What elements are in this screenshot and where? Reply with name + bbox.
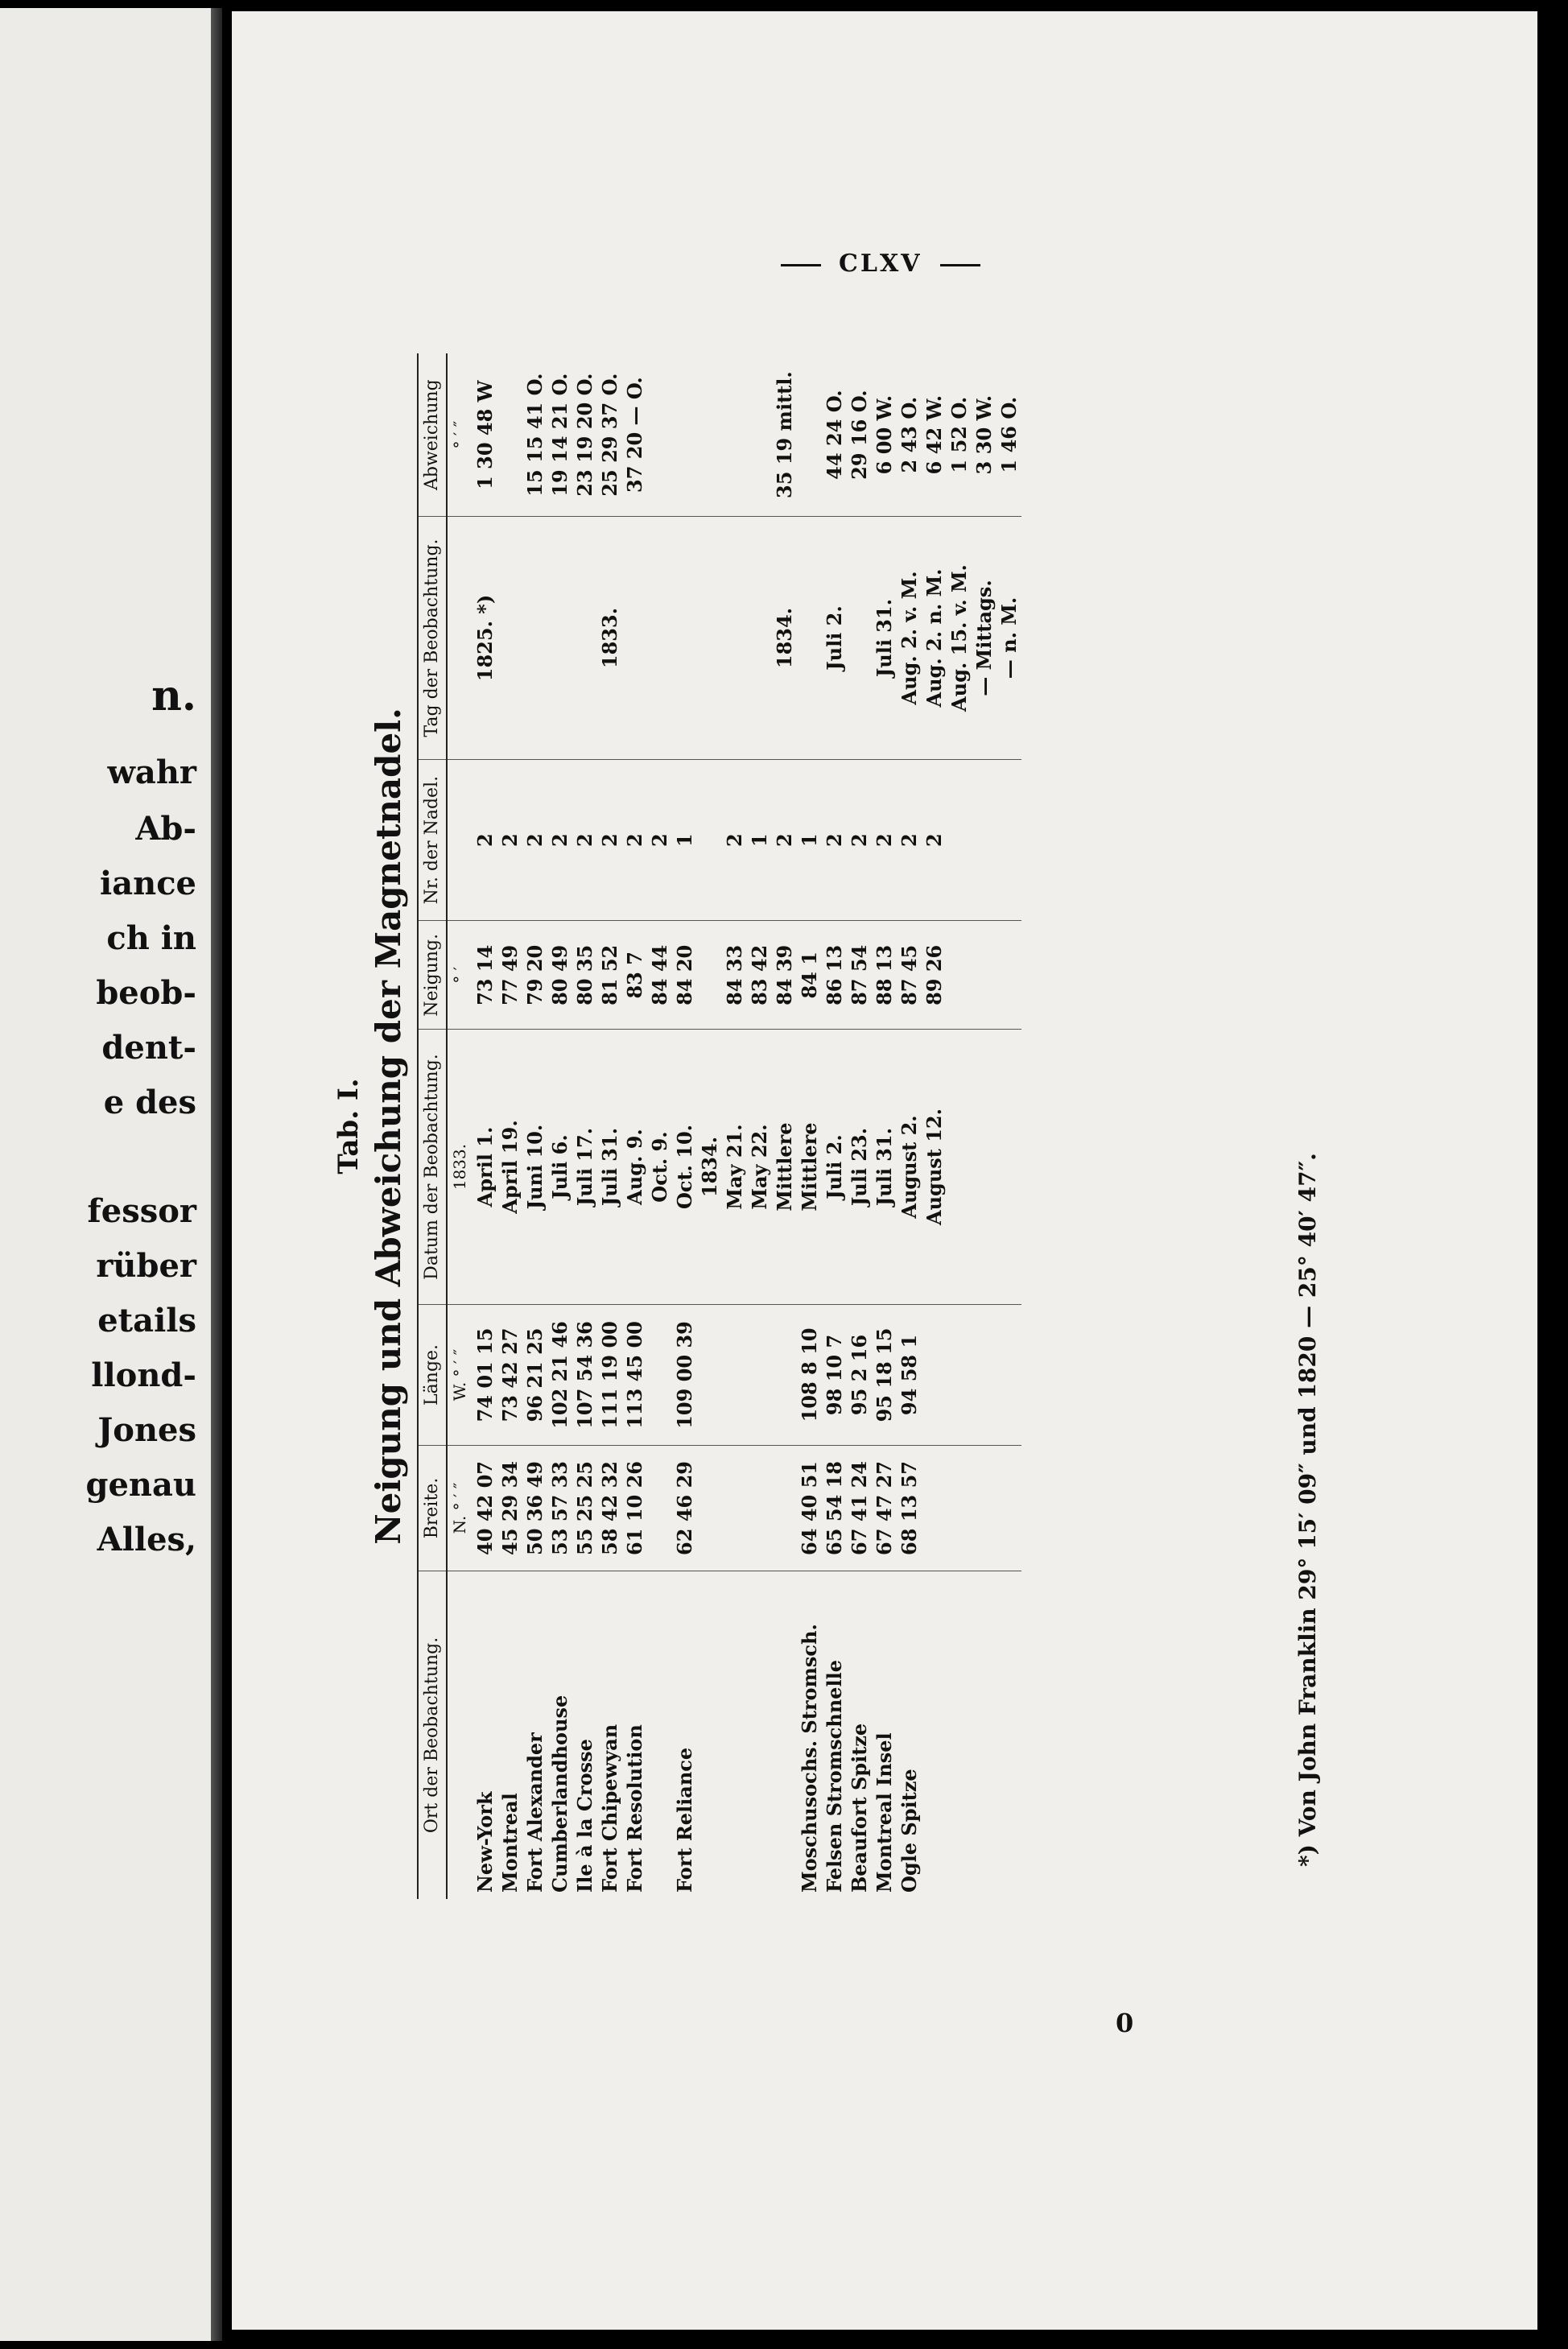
table-cell: Montreal [498, 1793, 522, 1893]
table-cell: 102 21 46 [547, 1304, 572, 1445]
table-cell: 2 [922, 759, 947, 921]
table-cell: 1 [797, 759, 822, 921]
table-cell: 2 [872, 759, 897, 921]
table-cell [997, 921, 1021, 1030]
table-cell: 1 46 O. [997, 353, 1021, 517]
table-cell [772, 1446, 797, 1571]
table-cell: 1825. *) [472, 517, 497, 760]
table-cell: Aug. 2. v. M. [897, 517, 922, 760]
table-cell: 2 [622, 759, 647, 921]
column-header: Abweichung [418, 353, 447, 517]
table-cell [947, 921, 972, 1030]
table-cell: 2 [522, 759, 547, 921]
table-cell [747, 1304, 772, 1445]
table-cell: 2 [897, 759, 922, 921]
table-cell [972, 759, 997, 921]
table-cell: 61 10 26 [622, 1446, 647, 1571]
table-cell: April 1. [472, 1030, 497, 1305]
table-cell [697, 1304, 722, 1445]
table-cell: Juli 31. [597, 1030, 622, 1305]
column-header: Datum der Beobachtung. [418, 1030, 447, 1305]
table-cell [922, 1571, 947, 1899]
table-row [622, 353, 647, 1899]
table-cell [697, 1446, 722, 1571]
table-cell [547, 517, 572, 760]
table-cell: Fort Resolution [623, 1724, 646, 1893]
left-page-text-fragment: Ab- [135, 810, 196, 848]
table-row [822, 353, 847, 1899]
table-cell: Moschusochs. Stromsch. [798, 1624, 821, 1893]
table-cell [972, 1304, 997, 1445]
table-cell: 45 29 34 [497, 1446, 522, 1571]
table-cell: 23 19 20 O. [572, 353, 597, 517]
page-gutter-shadow [211, 8, 222, 2341]
table-row [847, 353, 872, 1899]
table-cell: August 12. [922, 1030, 947, 1305]
table-cell: 83 42 [747, 921, 772, 1030]
table-cell: 95 18 15 [872, 1304, 897, 1445]
table-cell [747, 1446, 772, 1571]
table-cell [697, 759, 722, 921]
page-number: CLXV [763, 250, 998, 278]
left-page-text-fragment: Jones [97, 1411, 196, 1449]
table-cell [672, 353, 697, 517]
table-cell [972, 1030, 997, 1305]
table-cell: Juli 2. [822, 1030, 847, 1305]
rotated-table-block [324, 353, 1355, 1899]
table-cell: 53 57 33 [547, 1446, 572, 1571]
table-row [672, 353, 697, 1899]
table-row [547, 353, 572, 1899]
table-cell: 25 29 37 O. [597, 353, 622, 517]
table-cell: Fort Chipewyan [598, 1724, 621, 1893]
table-cell [947, 759, 972, 921]
left-page-text-fragment: beob- [96, 974, 196, 1012]
table-cell: New-York [473, 1791, 497, 1893]
table-cell [572, 517, 597, 760]
table-cell: May 22. [747, 1030, 772, 1305]
table-cell [972, 921, 997, 1030]
left-page-text-fragment: rüber [96, 1247, 196, 1285]
table-cell [497, 353, 522, 517]
table-cell: 111 19 00 [597, 1304, 622, 1445]
table-cell: Aug. 9. [622, 1030, 647, 1305]
left-page-text-fragment: genau [85, 1466, 196, 1504]
table-cell: Beaufort Spitze [848, 1723, 871, 1893]
footer-mark: 0 [1116, 2008, 1134, 2038]
table-cell: 73 14 [472, 921, 497, 1030]
table-header-row [418, 353, 447, 1899]
table-cell [922, 1446, 947, 1571]
table-cell: Juli 17. [572, 1030, 597, 1305]
table-cell [697, 921, 722, 1030]
table-cell: 109 00 39 [672, 1304, 697, 1445]
table-cell: 95 2 16 [847, 1304, 872, 1445]
table-unit-row [447, 353, 472, 1899]
table-cell: 1 [747, 759, 772, 921]
column-unit: N. ° ′ ″ [447, 1446, 472, 1571]
table-cell: 80 49 [547, 921, 572, 1030]
table-cell: 67 47 27 [872, 1446, 897, 1571]
table-cell: 29 16 O. [847, 353, 872, 517]
left-page-text-fragment: Alles, [97, 1521, 196, 1558]
table-cell: Mittlere [797, 1030, 822, 1305]
table-cell: 84 33 [722, 921, 747, 1030]
table-cell: 67 41 24 [847, 1446, 872, 1571]
table-cell [997, 1030, 1021, 1305]
table-cell [747, 353, 772, 517]
table-title: Tab. I. [332, 1078, 365, 1174]
table-cell: Felsen Stromschnelle [823, 1660, 846, 1893]
table-cell: 2 43 O. [897, 353, 922, 517]
table-cell: 40 42 07 [472, 1446, 497, 1571]
table-cell: Juli 31. [872, 1030, 897, 1305]
table-cell: 68 13 57 [897, 1446, 922, 1571]
table-cell [997, 1304, 1021, 1445]
table-row [647, 353, 672, 1899]
table-cell: 87 45 [897, 921, 922, 1030]
table-cell: 2 [772, 759, 797, 921]
table-cell [772, 1304, 797, 1445]
column-unit: 1833. [447, 1030, 472, 1305]
table-cell: 77 49 [497, 921, 522, 1030]
table-row [522, 353, 547, 1899]
column-header: Ort der Beobachtung. [418, 1571, 447, 1899]
table-cell: 2 [822, 759, 847, 921]
table-cell: Juli 6. [547, 1030, 572, 1305]
table-cell: Fort Reliance [673, 1747, 696, 1893]
table-cell: 44 24 O. [822, 353, 847, 517]
table-cell: 73 42 27 [497, 1304, 522, 1445]
table-cell: 1834. [772, 517, 797, 760]
table-cell: — n. M. [997, 517, 1021, 760]
table-cell [622, 517, 647, 760]
table-cell: 2 [597, 759, 622, 921]
table-cell [972, 1571, 997, 1899]
table-cell [947, 1030, 972, 1305]
table-cell [947, 1571, 972, 1899]
table-cell: 1834. [697, 1030, 722, 1305]
column-header: Länge. [418, 1304, 447, 1445]
column-unit [447, 517, 472, 760]
table-cell [922, 1304, 947, 1445]
table-subtitle: Neigung und Abweichung der Magnetnadel. [369, 708, 408, 1545]
table-cell [797, 353, 822, 517]
column-unit [447, 759, 472, 921]
left-page-text-fragment: wahr [107, 753, 196, 791]
table-cell: Cumberlandhouse [548, 1695, 571, 1893]
table-cell: 98 10 7 [822, 1304, 847, 1445]
table-cell: 65 54 18 [822, 1446, 847, 1571]
table-cell: Juli 2. [822, 517, 847, 760]
table-row [472, 353, 497, 1899]
table-cell: Oct. 9. [647, 1030, 672, 1305]
table-cell [772, 1571, 797, 1899]
table-cell: Juli 31. [872, 517, 897, 760]
table-cell: 74 01 15 [472, 1304, 497, 1445]
table-cell [697, 353, 722, 517]
table-body [472, 353, 1021, 1899]
left-page-text-fragment: e des [103, 1084, 196, 1121]
table-cell [722, 1304, 747, 1445]
column-header: Tag der Beobachtung. [418, 517, 447, 760]
table-cell [997, 759, 1021, 921]
table-cell: Mittlere [772, 1030, 797, 1305]
table-cell: 37 20 — O. [622, 353, 647, 517]
left-page-text-fragment: n. [151, 671, 196, 720]
table-cell: 96 21 25 [522, 1304, 547, 1445]
table-cell: 113 45 00 [622, 1304, 647, 1445]
table-cell: 55 25 25 [572, 1446, 597, 1571]
table-row [972, 353, 997, 1899]
column-header: Breite. [418, 1446, 447, 1571]
table-cell: 6 42 W. [922, 353, 947, 517]
table-cell: 83 7 [622, 921, 647, 1030]
table-cell: 19 14 21 O. [547, 353, 572, 517]
table-row [497, 353, 522, 1899]
table-cell: Juli 23. [847, 1030, 872, 1305]
book-gutter [222, 0, 232, 2349]
table-cell: April 19. [497, 1030, 522, 1305]
table-cell: 3 30 W. [972, 353, 997, 517]
table-cell [722, 1571, 747, 1899]
table-cell [522, 517, 547, 760]
left-page-text-fragment: dent- [101, 1029, 196, 1067]
table-cell: 2 [497, 759, 522, 921]
right-page [232, 11, 1537, 2330]
table-cell [647, 1304, 672, 1445]
table-cell: May 21. [722, 1030, 747, 1305]
table-cell [722, 1446, 747, 1571]
table-cell: 87 54 [847, 921, 872, 1030]
table-cell: 89 26 [922, 921, 947, 1030]
table-cell [722, 353, 747, 517]
table-cell: Juni 10. [522, 1030, 547, 1305]
left-page-text-fragment: etails [97, 1302, 196, 1340]
table-row [897, 353, 922, 1899]
table-cell: August 2. [897, 1030, 922, 1305]
table-cell: 81 52 [597, 921, 622, 1030]
column-unit [447, 1571, 472, 1899]
table-cell: 58 42 32 [597, 1446, 622, 1571]
table-cell: 84 20 [672, 921, 697, 1030]
table-cell: 6 00 W. [872, 353, 897, 517]
table-cell [647, 1571, 672, 1899]
table-cell: 84 1 [797, 921, 822, 1030]
table-row [947, 353, 972, 1899]
magnet-needle-table [417, 353, 1021, 1899]
table-cell: Aug. 15. v. M. [947, 517, 972, 760]
table-cell [697, 517, 722, 760]
footnote: *) Von John Franklin 29° 15′ 09″ und 1820 — 25° 40′ 47″. [1294, 1153, 1321, 1867]
table-cell: 1 [672, 759, 697, 921]
table-cell: 88 13 [872, 921, 897, 1030]
column-header: Nr. der Nadel. [418, 759, 447, 921]
column-unit: ° ′ ″ [447, 353, 472, 517]
table-cell: 1833. [597, 517, 622, 760]
table-cell: 2 [722, 759, 747, 921]
table-cell: 1 52 O. [947, 353, 972, 517]
table-cell: 79 20 [522, 921, 547, 1030]
table-cell [647, 517, 672, 760]
table-cell [672, 517, 697, 760]
table-cell: 2 [472, 759, 497, 921]
table-cell: 84 44 [647, 921, 672, 1030]
table-cell: Montreal Insel [873, 1732, 896, 1893]
table-cell: 64 40 51 [797, 1446, 822, 1571]
table-cell: 2 [847, 759, 872, 921]
table-row [922, 353, 947, 1899]
column-unit: W. ° ′ ″ [447, 1304, 472, 1445]
table-cell [947, 1446, 972, 1571]
table-row [697, 353, 722, 1899]
table-cell: Fort Alexander [523, 1732, 547, 1893]
table-row [772, 353, 797, 1899]
table-cell [947, 1304, 972, 1445]
table-cell: 2 [572, 759, 597, 921]
table-cell [997, 1446, 1021, 1571]
table-cell: Ile à la Crosse [573, 1739, 596, 1893]
column-unit: ° ′ [447, 921, 472, 1030]
table-cell [797, 517, 822, 760]
table-cell [647, 353, 672, 517]
table-cell [997, 1571, 1021, 1899]
table-row [797, 353, 822, 1899]
table-cell [972, 1446, 997, 1571]
table-cell: 84 39 [772, 921, 797, 1030]
table-row [722, 353, 747, 1899]
column-header: Neigung. [418, 921, 447, 1030]
table-row [572, 353, 597, 1899]
table-cell [747, 1571, 772, 1899]
table-cell: 35 19 mittl. [772, 353, 797, 517]
table-cell: 2 [547, 759, 572, 921]
table-cell: 107 54 36 [572, 1304, 597, 1445]
table-cell: Aug. 2. n. M. [922, 517, 947, 760]
left-page-text-fragment: llond- [91, 1356, 196, 1394]
table-cell: Ogle Spitze [897, 1769, 921, 1893]
table-row [997, 353, 1021, 1899]
table-row [747, 353, 772, 1899]
table-cell: 1 30 48 W [472, 353, 497, 517]
left-page [0, 8, 211, 2341]
table-cell: 62 46 29 [672, 1446, 697, 1571]
table-cell [697, 1571, 722, 1899]
table-cell [747, 517, 772, 760]
table-cell: 50 36 49 [522, 1446, 547, 1571]
table-row [872, 353, 897, 1899]
table-cell: 94 58 1 [897, 1304, 922, 1445]
table-cell: 80 35 [572, 921, 597, 1030]
table-row [597, 353, 622, 1899]
table-cell: 15 15 41 O. [522, 353, 547, 517]
table-cell: Oct. 10. [672, 1030, 697, 1305]
table-cell: 108 8 10 [797, 1304, 822, 1445]
left-page-text-fragment: ch in [106, 919, 196, 957]
table-cell [647, 1446, 672, 1571]
table-cell: — Mittags. [972, 517, 997, 760]
table-cell [847, 517, 872, 760]
left-page-text-fragment: fessor [87, 1192, 196, 1230]
table-cell [722, 517, 747, 760]
table-cell: 2 [647, 759, 672, 921]
left-page-text-fragment: iance [100, 865, 196, 902]
table-cell [497, 517, 522, 760]
table-cell: 86 13 [822, 921, 847, 1030]
